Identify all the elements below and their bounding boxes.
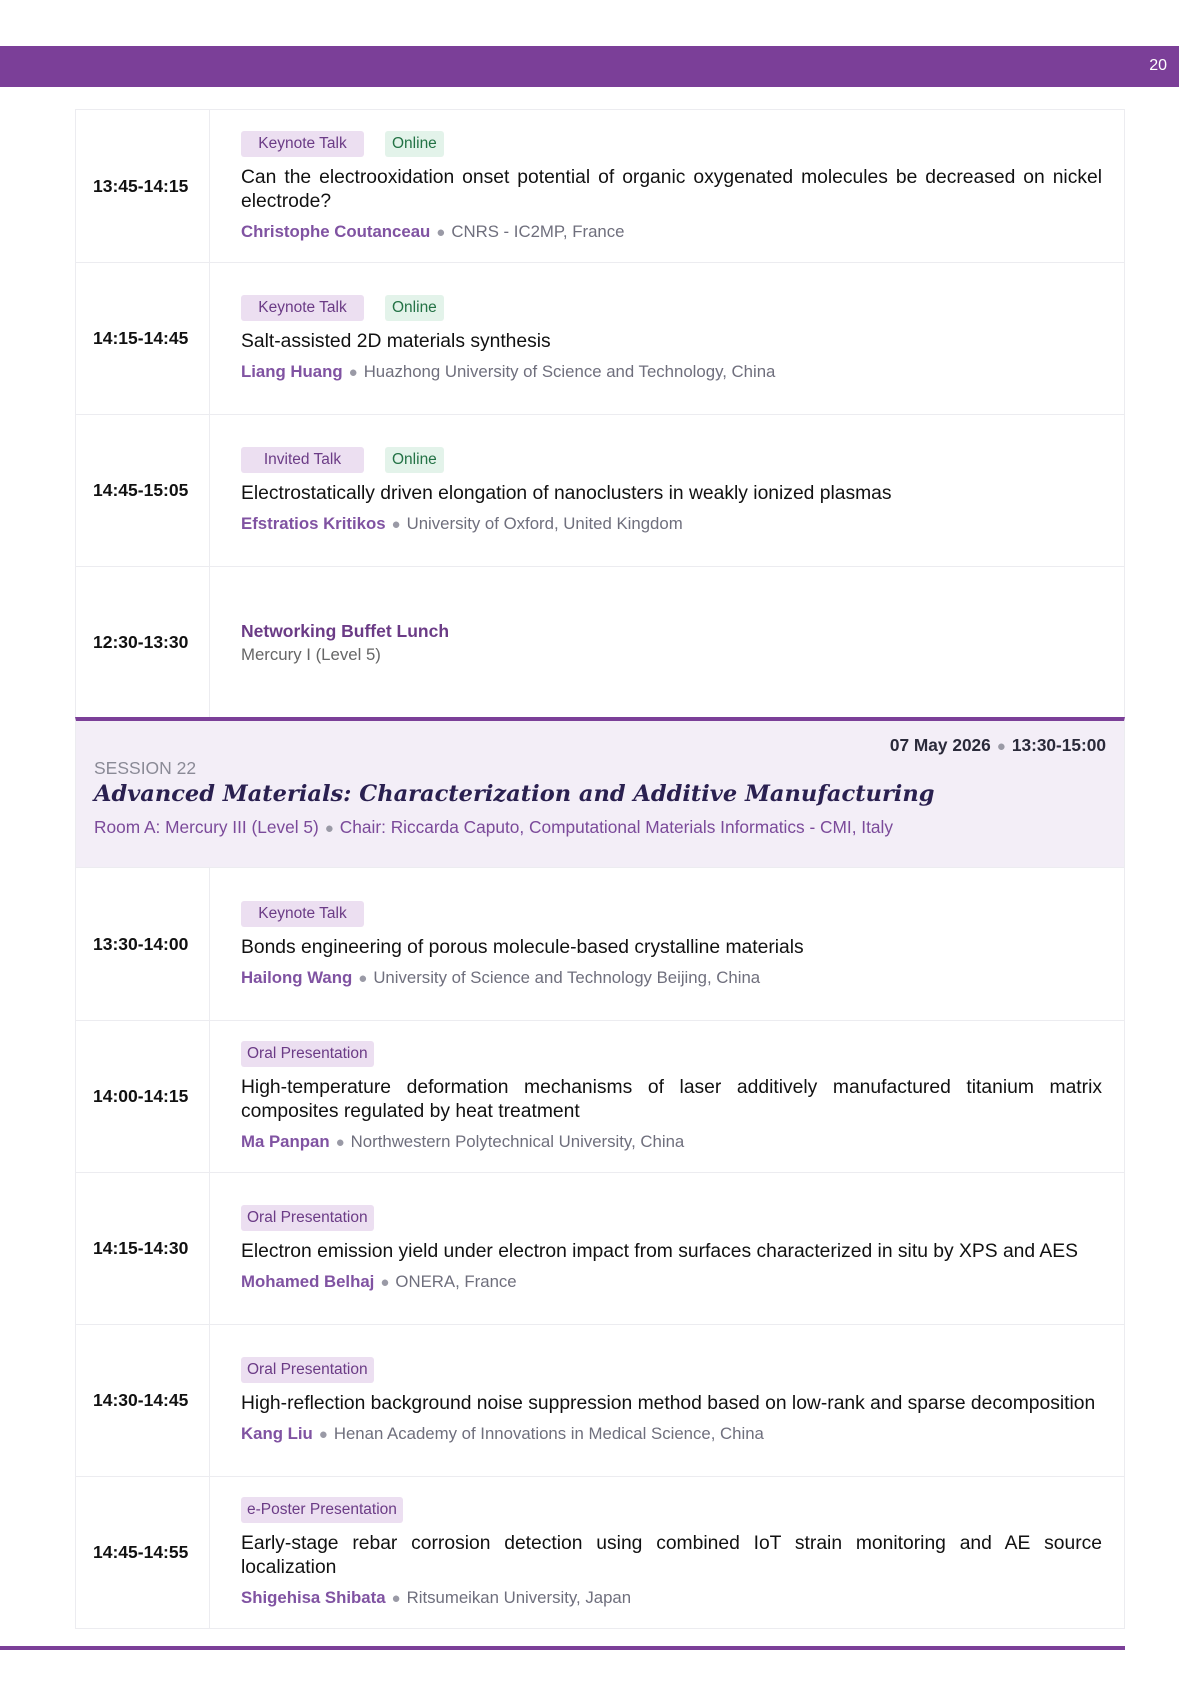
break-location: Mercury I (Level 5) [241,644,381,664]
schedule-row [76,1476,1124,1628]
talk-title: Electrostatically driven elongation of nanoclusters in weakly ionized plasmas [241,483,892,504]
speaker-name: Hailong Wang [241,967,353,987]
speaker-line [241,514,1102,534]
time-slot: 14:45-14:55 [76,1477,210,1628]
online-badge: Online [385,295,444,321]
separator-dot: ● [391,516,401,533]
online-badge: Online [385,447,444,473]
break-row [76,566,1124,718]
time-slot: 14:00-14:15 [76,1021,210,1172]
session-meta [94,817,893,838]
speaker-affiliation: ONERA, France [395,1272,517,1291]
speaker-line [241,362,1102,382]
talk-content [210,1021,1124,1172]
talk-title: Bonds engineering of porous molecule-based crystalline materials [241,936,804,958]
talk-title: High-reflection background noise suppression method based on low-rank and sparse decomposition [241,1393,1096,1414]
page-number: 20 [1149,57,1167,74]
talk-type-badge: Keynote Talk [241,901,364,927]
speaker-line [241,222,1102,242]
speaker-name: Mohamed Belhaj [241,1272,375,1291]
speaker-line [241,1588,1102,1608]
time-slot: 14:15-14:45 [76,263,210,414]
separator-dot: ● [436,223,446,241]
session-label: SESSION 22 [94,758,197,778]
talk-title: Can the electrooxidation onset potential of organic oxygenated molecules be decreased on nickel electrode? [241,166,1102,212]
speaker-name: Christophe Coutanceau [241,221,431,241]
talk-type-badge: Invited Talk [241,447,364,473]
break-title: Networking Buffet Lunch [241,620,450,641]
speaker-affiliation: Northwestern Polytechnical University, China [350,1132,685,1151]
time-slot: 14:30-14:45 [76,1325,210,1476]
separator-dot: ● [380,1274,390,1291]
break-content [210,567,1124,718]
schedule-row [76,414,1124,566]
speaker-line [241,1272,1116,1292]
session-room: Room A: Mercury III (Level 5) [94,817,319,837]
separator-dot: ● [391,1590,401,1607]
speaker-affiliation: CNRS - IC2MP, France [451,221,625,241]
talk-title: Electron emission yield under electron impact from surfaces characterized in situ by XPS and AES [241,1241,1078,1262]
schedule-row [76,1020,1124,1172]
schedule-row [76,262,1124,414]
session-date: 07 May 2026 [889,735,991,755]
separator-dot: ● [996,738,1006,755]
talk-title: Salt-assisted 2D materials synthesis [241,331,551,352]
talk-content [210,1325,1124,1476]
talk-type-badge: e-Poster Presentation [241,1497,403,1523]
speaker-name: Liang Huang [241,362,343,381]
speaker-name: Kang Liu [241,1424,313,1443]
talk-type-badge: Keynote Talk [241,131,364,157]
talk-content [210,110,1124,262]
schedule-row [76,110,1124,262]
speaker-name: Shigehisa Shibata [241,1588,386,1607]
time-slot: 13:45-14:15 [76,110,210,262]
talk-title: High-temperature deformation mechanisms of laser additively manufactured titanium matrix composites regulated by heat treatment [241,1077,1102,1122]
speaker-name: Ma Panpan [241,1132,330,1151]
talk-content [210,868,1124,1020]
session-time: 13:30-15:00 [1011,735,1106,755]
schedule-block-lower [75,867,1125,1629]
footer-divider [0,1646,1125,1650]
speaker-line [241,1132,1102,1152]
speaker-affiliation: University of Science and Technology Beijing, China [373,967,761,987]
header-bar [0,46,1179,87]
separator-dot: ● [318,1426,328,1443]
schedule-row [76,1172,1124,1324]
session-chair: Chair: Riccarda Caputo, Computational Materials Informatics - CMI, Italy [339,817,893,837]
speaker-affiliation: Ritsumeikan University, Japan [406,1588,632,1607]
talk-type-badge: Oral Presentation [241,1041,374,1067]
separator-dot: ● [335,1134,345,1151]
schedule-row [76,868,1124,1020]
talk-content [210,263,1124,414]
separator-dot: ● [348,364,358,381]
time-slot: 14:45-15:05 [76,415,210,566]
online-badge: Online [385,131,444,157]
speaker-affiliation: Henan Academy of Innovations in Medical Science, China [333,1424,764,1443]
session-title: Advanced Materials: Characterization and Additive Manufacturing [94,781,935,807]
talk-title: Early-stage rebar corrosion detection using combined IoT strain monitoring and AE source localization [241,1533,1102,1578]
talk-content [210,415,1124,566]
session-datetime [890,735,1106,756]
speaker-line [241,1424,1102,1444]
talk-type-badge: Oral Presentation [241,1205,374,1231]
speaker-line [241,968,1102,988]
talk-content [210,1477,1124,1628]
session-header [75,717,1125,867]
schedule-block-upper [75,109,1125,719]
talk-type-badge: Oral Presentation [241,1357,374,1383]
speaker-name: Efstratios Kritikos [241,514,386,533]
schedule-row [76,1324,1124,1476]
time-slot: 12:30-13:30 [76,567,210,718]
speaker-affiliation: University of Oxford, United Kingdom [406,514,683,533]
talk-type-badge: Keynote Talk [241,295,364,321]
time-slot: 14:15-14:30 [76,1173,210,1324]
separator-dot: ● [324,820,334,837]
separator-dot: ● [358,969,368,987]
time-slot: 13:30-14:00 [76,868,210,1020]
speaker-affiliation: Huazhong University of Science and Technology, China [363,362,776,381]
talk-content [210,1173,1124,1324]
